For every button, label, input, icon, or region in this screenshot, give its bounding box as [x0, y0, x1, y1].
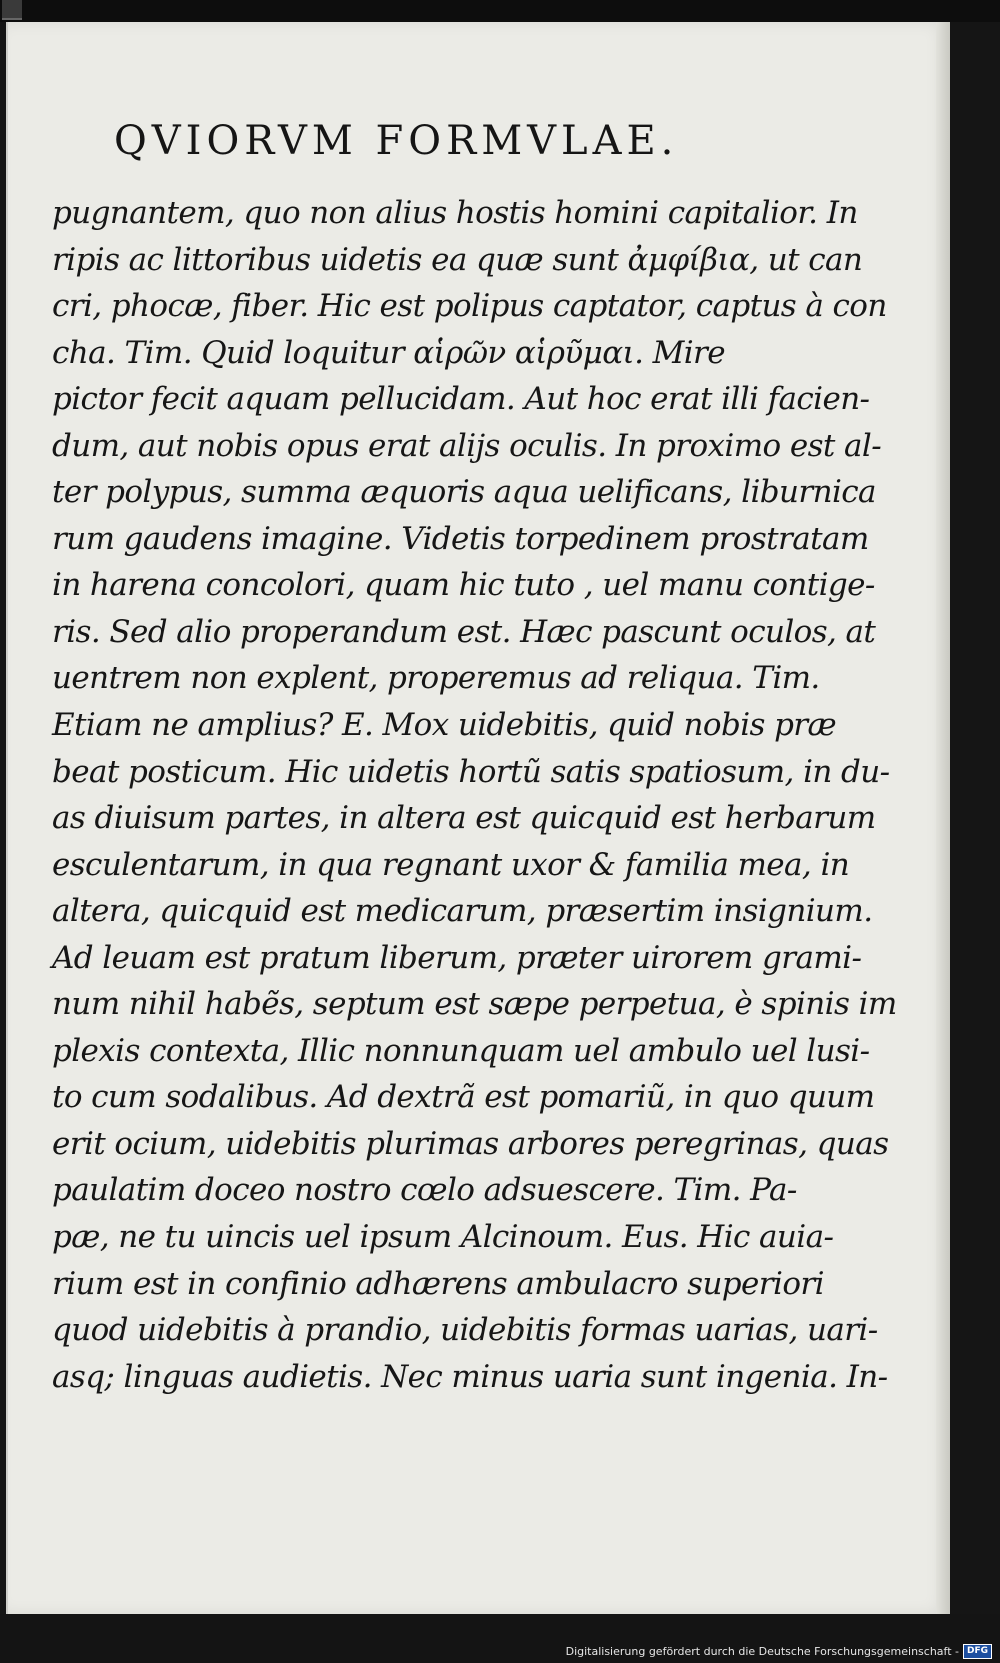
text-line: quod uidebitis à prandio, uidebitis formas uarias, uari-	[52, 1312, 878, 1349]
text-line: plexis contexta, Illic nonnunquam uel ambulo uel lusi-	[52, 1032, 870, 1069]
text-line: pictor fecit aquam pellucidam. Aut hoc erat illi facien-	[52, 381, 870, 418]
text-line: uentrem non explent, properemus ad reliqua. Tim.	[52, 660, 820, 697]
text-line: as diuisum partes, in altera est quicquid est herbarum	[52, 800, 876, 837]
text-line: asq; linguas audietis. Nec minus uaria sunt ingenia. In-	[52, 1358, 888, 1395]
text-line: in harena concolori, quam hic tuto , uel manu contige-	[52, 567, 875, 604]
text-line: rum gaudens imagine. Videtis torpedinem prostratam	[52, 520, 869, 557]
top-scan-border	[0, 0, 1000, 22]
text-line: to cum sodalibus. Ad dextrã est pomariũ, in quo quum	[52, 1079, 875, 1116]
dfg-logo: DFG	[963, 1644, 992, 1659]
text-line: ris. Sed alio properandum est. Hæc pascunt oculos, at	[52, 613, 876, 650]
text-line: altera, quicquid est medicarum, præsertim insignium.	[52, 893, 873, 930]
credit-text: Digitalisierung gefördert durch die Deutsche Forschungsgemeinschaft -	[565, 1645, 959, 1658]
text-line: cri, phocæ, fiber. Hic est polipus captator, captus à con	[52, 288, 887, 325]
text-line: rium est in confinio adhærens ambulacro superiori	[52, 1265, 824, 1302]
book-page	[6, 22, 950, 1614]
text-line: erit ocium, uidebitis plurimas arbores peregrinas, quas	[52, 1125, 889, 1162]
bottom-bar	[0, 1614, 1000, 1663]
text-line: pugnantem, quo non alius hostis homini capitalior. In	[52, 195, 858, 231]
text-line: beat posticum. Hic uidetis hortũ satis spatiosum, in du-	[52, 753, 890, 790]
text-line: dum, aut nobis opus erat alijs oculis. In proximo est al-	[52, 427, 882, 464]
text-line: esculentarum, in qua regnant uxor & familia mea, in	[52, 846, 850, 883]
text-line: cha. Tim. Quid loquitur αἱρῶν αἱρῦμαι. Mire	[52, 334, 726, 371]
corner-mark	[2, 0, 22, 20]
text-line: ter polypus, summa æquoris aqua uelificans, liburnica	[52, 474, 876, 511]
page-fore-edge	[936, 22, 950, 1614]
text-block	[52, 190, 897, 1400]
text-line: paulatim doceo nostro cœlo adsuescere. Tim. Pa-	[52, 1172, 797, 1209]
running-head: QVIORVM FORMVLAE.	[114, 118, 679, 164]
text-line: ripis ac littoribus uidetis ea quæ sunt ἀμφίβια, ut can	[52, 241, 863, 278]
digitization-credit	[566, 1644, 992, 1659]
text-line: pæ, ne tu uincis uel ipsum Alcinoum. Eus. Hic auia-	[52, 1219, 834, 1256]
text-line: Etiam ne amplius? E. Mox uidebitis, quid nobis præ	[52, 707, 837, 744]
text-line: num nihil habẽs, septum est sæpe perpetua, è spinis im	[52, 986, 897, 1023]
text-line: Ad leuam est pratum liberum, præter uirorem grami-	[52, 939, 862, 976]
